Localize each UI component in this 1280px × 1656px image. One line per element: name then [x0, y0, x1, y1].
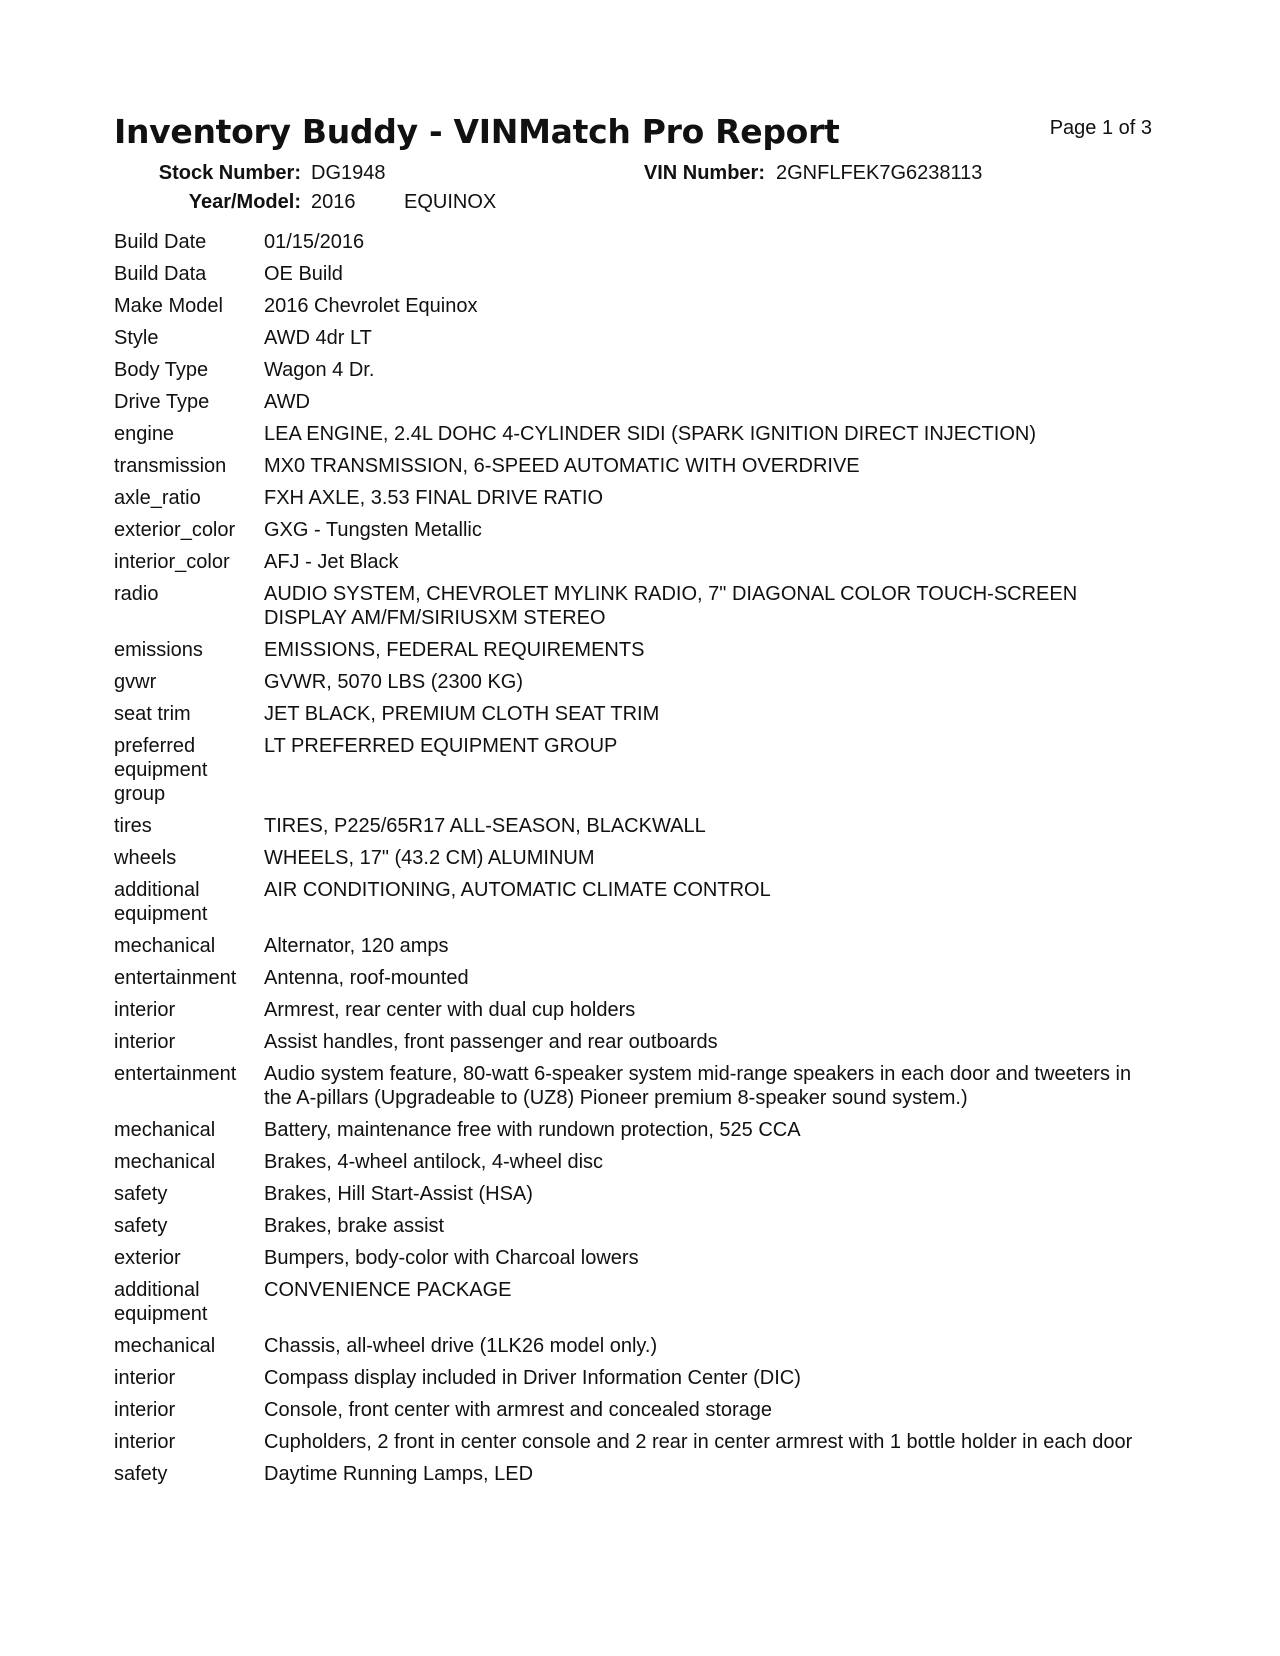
spec-row	[114, 1182, 1159, 1214]
spec-label: axle_ratio	[114, 487, 201, 509]
spec-label: emissions	[114, 639, 203, 661]
model-value: EQUINOX	[404, 191, 497, 213]
spec-label: Make Model	[114, 295, 223, 317]
spec-row	[114, 1398, 1159, 1430]
spec-value: Brakes, 4-wheel antilock, 4-wheel disc	[264, 1151, 604, 1173]
vin-number-label: VIN Number:	[643, 162, 765, 184]
spec-label: interior	[114, 1031, 176, 1053]
spec-label: Drive Type	[114, 391, 210, 413]
year-model-label: Year/Model:	[188, 191, 301, 213]
year-value: 2016	[311, 191, 356, 213]
spec-value: Daytime Running Lamps, LED	[264, 1463, 534, 1485]
spec-label: radio	[114, 583, 159, 605]
spec-label: safety	[114, 1183, 168, 1205]
spec-label: gvwr	[114, 671, 157, 693]
spec-label: interior	[114, 999, 176, 1021]
spec-row	[114, 550, 1159, 582]
spec-label: safety	[114, 1463, 168, 1485]
spec-row	[114, 1062, 1159, 1118]
spec-row	[114, 422, 1159, 454]
spec-value: AFJ - Jet Black	[264, 551, 399, 573]
spec-value: AWD 4dr LT	[264, 327, 372, 349]
spec-label: mechanical	[114, 1335, 216, 1357]
spec-row	[114, 1030, 1159, 1062]
spec-label: interior	[114, 1431, 176, 1453]
spec-value: Chassis, all-wheel drive (1LK26 model only.)	[264, 1335, 658, 1357]
spec-label: tires	[114, 815, 152, 837]
spec-label: preferred equipment group	[114, 735, 208, 805]
spec-label: additional equipment	[114, 879, 208, 925]
spec-row	[114, 734, 1159, 814]
report-title: Inventory Buddy - VINMatch Pro Report	[114, 112, 840, 151]
spec-label: mechanical	[114, 1151, 216, 1173]
spec-row	[114, 518, 1159, 550]
spec-row	[114, 230, 1159, 262]
spec-row	[114, 1118, 1159, 1150]
spec-value: OE Build	[264, 263, 343, 285]
spec-row	[114, 454, 1159, 486]
spec-value: 2016 Chevrolet Equinox	[264, 295, 478, 317]
spec-value: Armrest, rear center with dual cup holders	[264, 999, 636, 1021]
spec-label: interior	[114, 1367, 176, 1389]
stock-number-value: DG1948	[311, 162, 386, 184]
spec-row	[114, 326, 1159, 358]
spec-row	[114, 390, 1159, 422]
spec-value: Wagon 4 Dr.	[264, 359, 375, 381]
spec-label: mechanical	[114, 935, 216, 957]
spec-value: Console, front center with armrest and concealed storage	[264, 1399, 773, 1421]
spec-value: GVWR, 5070 LBS (2300 KG)	[264, 671, 524, 693]
spec-label: seat trim	[114, 703, 191, 725]
spec-label: Build Data	[114, 263, 207, 285]
spec-row	[114, 670, 1159, 702]
spec-label: interior_color	[114, 551, 230, 573]
spec-value: Assist handles, front passenger and rear outboards	[264, 1031, 718, 1053]
spec-value: JET BLACK, PREMIUM CLOTH SEAT TRIM	[264, 703, 660, 725]
stock-number-label: Stock Number:	[158, 162, 301, 184]
spec-value: Brakes, brake assist	[264, 1215, 445, 1237]
spec-value: Brakes, Hill Start-Assist (HSA)	[264, 1183, 533, 1205]
spec-value: GXG - Tungsten Metallic	[264, 519, 482, 541]
spec-label: exterior	[114, 1247, 181, 1269]
spec-row	[114, 1214, 1159, 1246]
spec-row	[114, 1366, 1159, 1398]
spec-value: Bumpers, body-color with Charcoal lowers	[264, 1247, 639, 1269]
vin-number-value: 2GNFLFEK7G6238113	[776, 162, 983, 184]
spec-label: Build Date	[114, 231, 207, 253]
spec-value: AWD	[264, 391, 310, 413]
spec-row	[114, 486, 1159, 518]
spec-value: FXH AXLE, 3.53 FINAL DRIVE RATIO	[264, 487, 603, 509]
spec-row	[114, 638, 1159, 670]
spec-value: Battery, maintenance free with rundown protection, 525 CCA	[264, 1119, 801, 1141]
spec-value: Alternator, 120 amps	[264, 935, 449, 957]
spec-label: Body Type	[114, 359, 209, 381]
spec-value: Antenna, roof-mounted	[264, 967, 469, 989]
spec-row	[114, 1278, 1159, 1334]
spec-value: Cupholders, 2 front in center console and 2 rear in center armrest with 1 bottle holder in each door	[264, 1431, 1133, 1453]
spec-row	[114, 1246, 1159, 1278]
spec-value: MX0 TRANSMISSION, 6-SPEED AUTOMATIC WITH OVERDRIVE	[264, 455, 860, 477]
spec-label: safety	[114, 1215, 168, 1237]
page-number: Page 1 of 3	[1049, 117, 1152, 139]
spec-row	[114, 1462, 1159, 1494]
spec-row	[114, 1430, 1159, 1462]
spec-value: TIRES, P225/65R17 ALL-SEASON, BLACKWALL	[264, 815, 706, 837]
spec-row	[114, 814, 1159, 846]
spec-label: mechanical	[114, 1119, 216, 1141]
spec-value: LT PREFERRED EQUIPMENT GROUP	[264, 735, 618, 757]
spec-label: exterior_color	[114, 519, 236, 541]
spec-row	[114, 998, 1159, 1030]
spec-row	[114, 582, 1159, 638]
spec-label: entertainment	[114, 1063, 237, 1085]
spec-row	[114, 1150, 1159, 1182]
spec-value: AIR CONDITIONING, AUTOMATIC CLIMATE CONTROL	[264, 879, 771, 901]
spec-row	[114, 878, 1159, 934]
spec-row	[114, 846, 1159, 878]
spec-value: Compass display included in Driver Information Center (DIC)	[264, 1367, 801, 1389]
spec-label: Style	[114, 327, 159, 349]
spec-label: interior	[114, 1399, 176, 1421]
spec-label: transmission	[114, 455, 227, 477]
spec-value: 01/15/2016	[264, 231, 365, 253]
spec-table-body	[114, 230, 1159, 1494]
spec-value: CONVENIENCE PACKAGE	[264, 1279, 512, 1301]
spec-label: entertainment	[114, 967, 237, 989]
spec-value: Audio system feature, 80-watt 6-speaker system mid-range speakers in each door and tweeters in the A-pillars (Upgradeable to (UZ8) Pioneer premium 8-speaker sound system.)	[264, 1063, 1132, 1109]
spec-row	[114, 966, 1159, 998]
spec-row	[114, 358, 1159, 390]
spec-row	[114, 934, 1159, 966]
spec-row	[114, 262, 1159, 294]
spec-value: EMISSIONS, FEDERAL REQUIREMENTS	[264, 639, 645, 661]
spec-table	[114, 230, 1159, 1494]
spec-value: LEA ENGINE, 2.4L DOHC 4-CYLINDER SIDI (SPARK IGNITION DIRECT INJECTION)	[264, 423, 1036, 445]
spec-row	[114, 294, 1159, 326]
spec-row	[114, 702, 1159, 734]
spec-label: wheels	[114, 847, 177, 869]
spec-label: engine	[114, 423, 175, 445]
spec-value: AUDIO SYSTEM, CHEVROLET MYLINK RADIO, 7" DIAGONAL COLOR TOUCH-SCREEN DISPLAY AM/FM/SIRIUSXM STEREO	[264, 583, 1078, 629]
spec-row	[114, 1334, 1159, 1366]
spec-value: WHEELS, 17" (43.2 CM) ALUMINUM	[264, 847, 595, 869]
spec-label: additional equipment	[114, 1279, 208, 1325]
